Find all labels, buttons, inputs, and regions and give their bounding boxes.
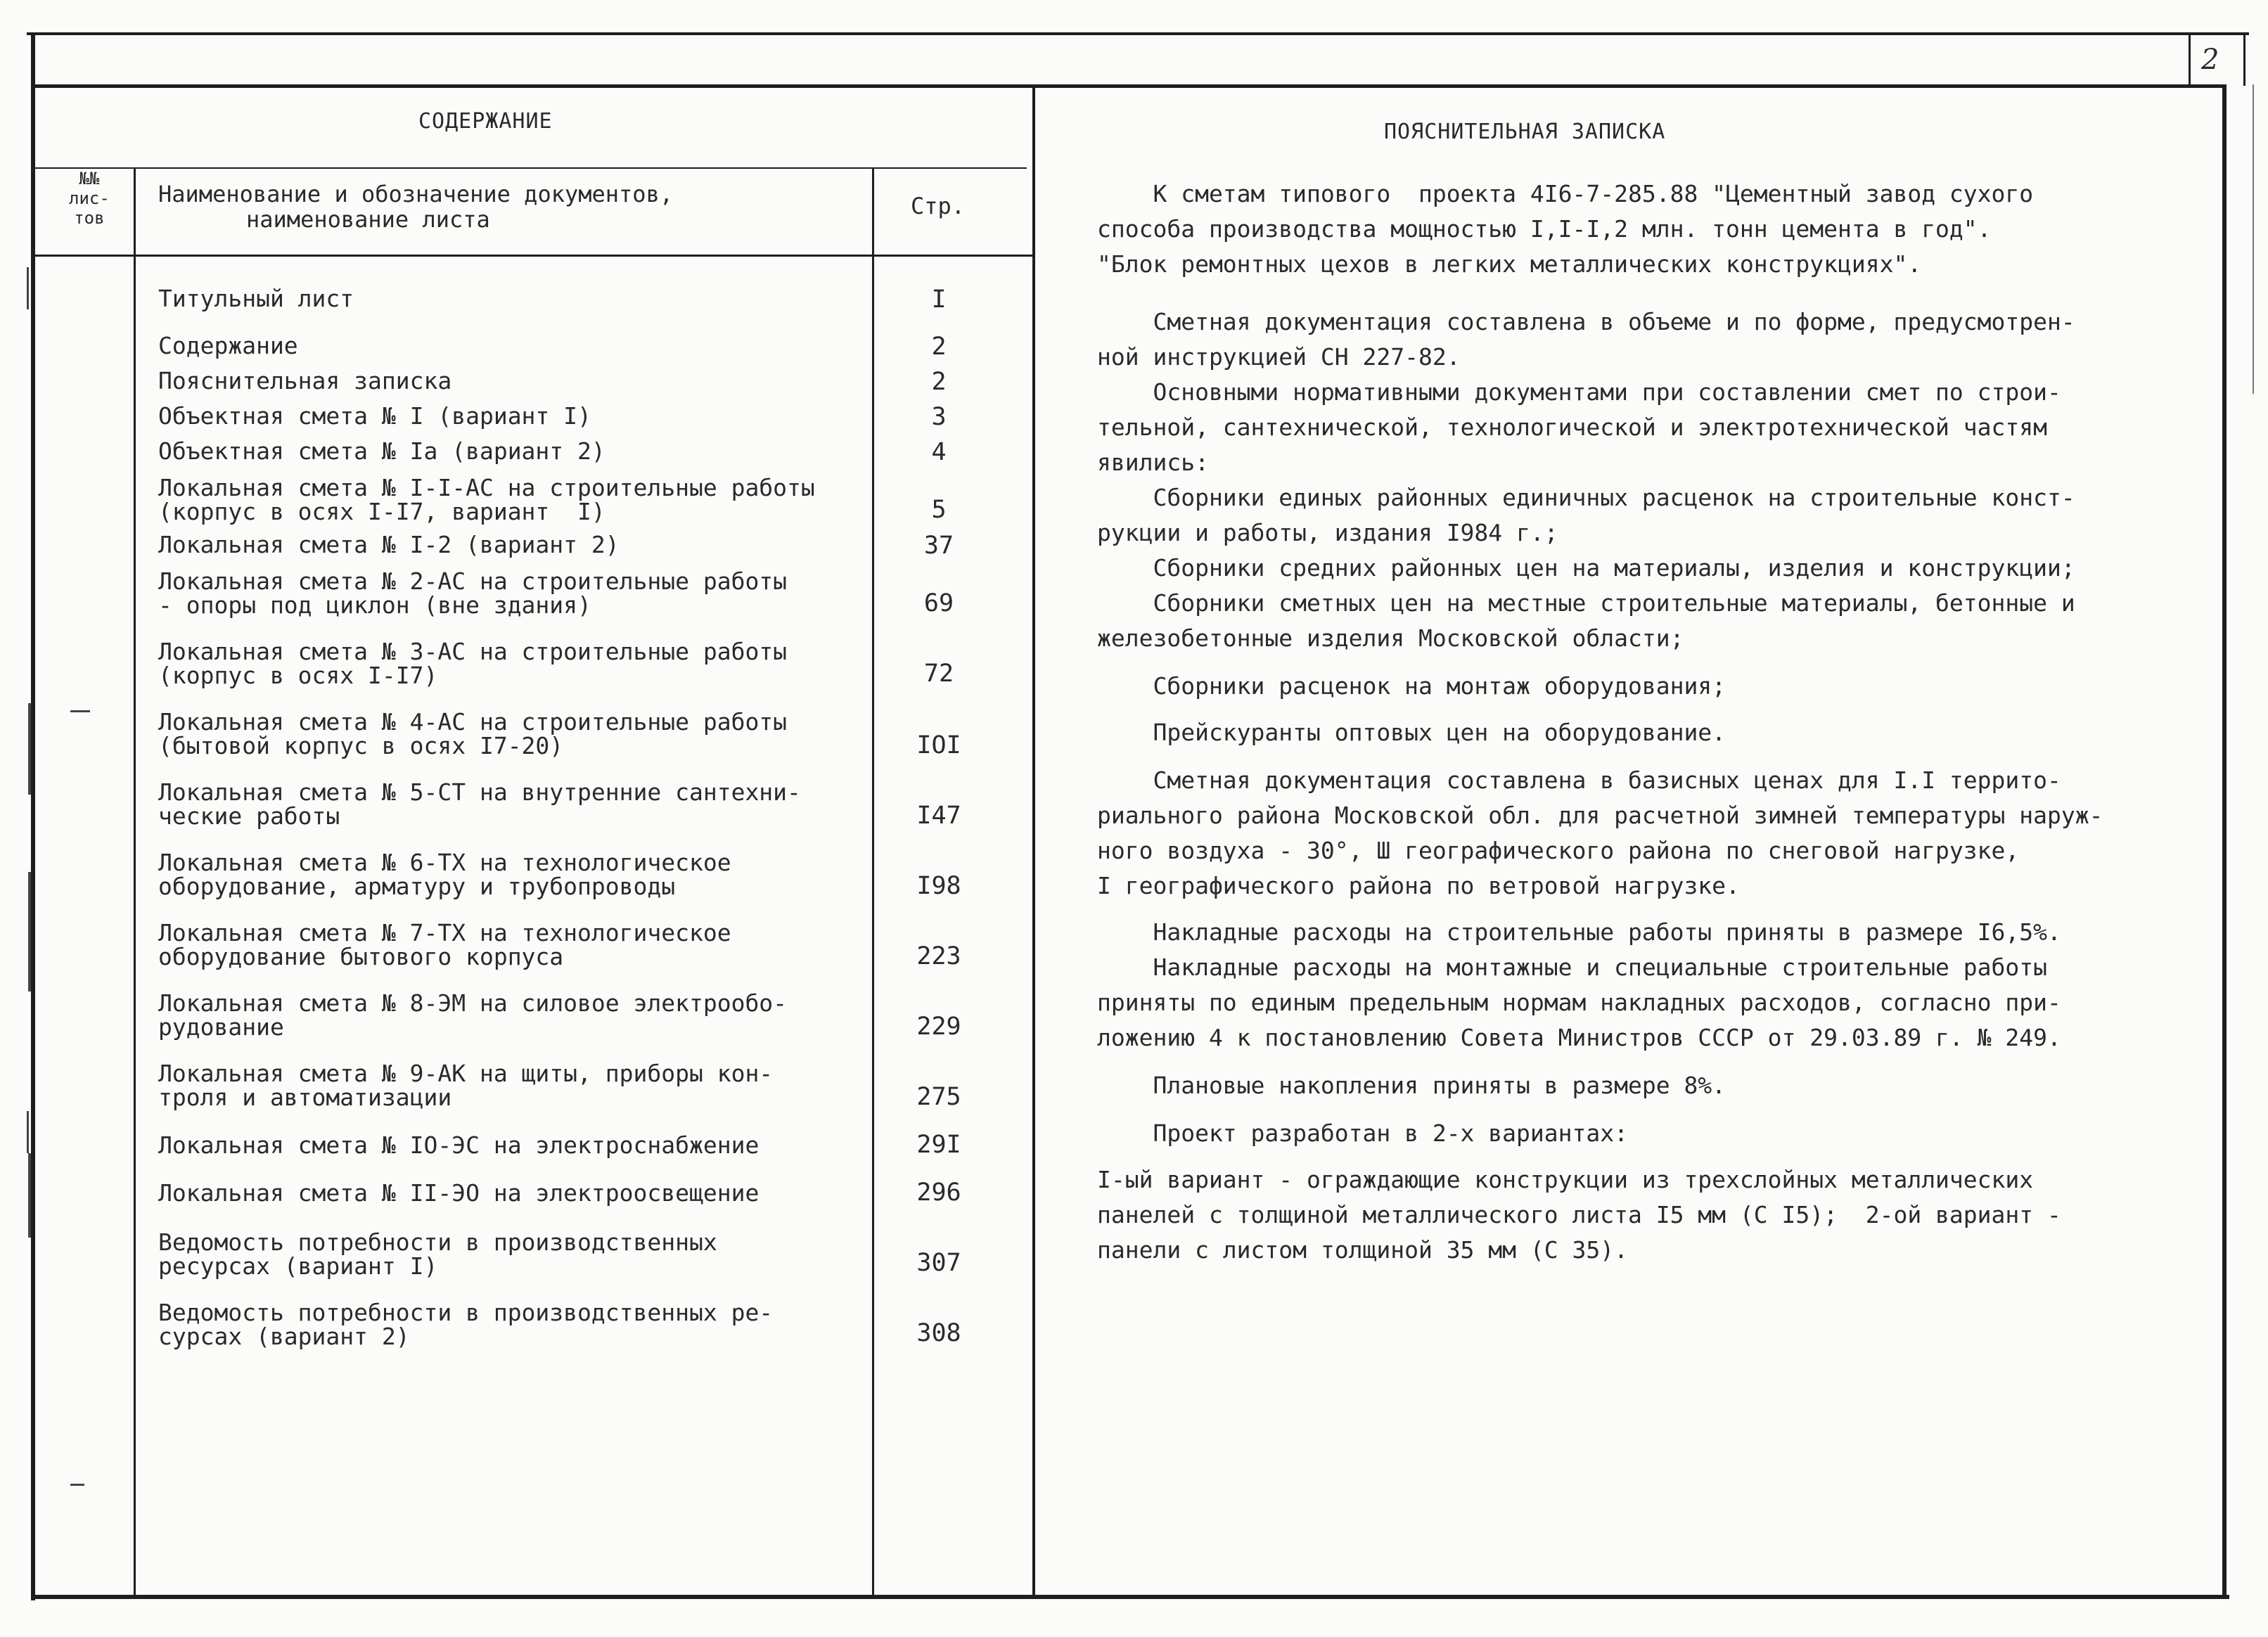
col-num-label [69, 169, 110, 228]
list-item-title: Ведомость потребности в производственных ресурсах (вариант I) [158, 1228, 717, 1280]
list-item-title: Локальная смета № 2-АС на строительные работы - опоры под циклон (вне здания) [158, 567, 788, 619]
note-line: Прейскуранты оптовых цен на оборудование. [1097, 719, 1726, 746]
list-item-title: Локальная смета № I-2 (вариант 2) [158, 531, 620, 558]
list-item-page: I98 [916, 872, 961, 900]
note-line: ного воздуха - 30°, Ш географического района по снеговой нагрузке, [1097, 837, 2020, 864]
col-name-label-line: наименование листа [246, 206, 490, 233]
list-item-title: Титульный лист [158, 285, 354, 312]
right-margin-tick [2253, 84, 2254, 394]
frame-top-inner-line [35, 84, 2222, 88]
note-line: ной инструкцией СН 227-82. [1097, 343, 1461, 371]
note-heading: ПОЯСНИТЕЛЬНАЯ ЗАПИСКА [1384, 120, 1666, 144]
page-number: 2 [2201, 44, 2219, 76]
margin-mark [27, 267, 29, 309]
note-line: Сборники единых районных единичных расценок на строительные конст- [1097, 484, 2075, 511]
note-line: панели с листом толщиной 35 мм (С 35). [1097, 1236, 1628, 1264]
note-line: Сборники расценок на монтаж оборудования; [1097, 672, 1726, 700]
frame-top-line [27, 32, 2249, 35]
note-line: К сметам типового проекта 4I6-7-285.88 "Цементный завод сухого [1097, 180, 2034, 207]
note-line: "Блок ремонтных цехов в легких металлических конструкциях". [1097, 250, 1922, 278]
note-line: Проект разработан в 2-х вариантах: [1097, 1119, 1628, 1147]
note-line: явились: [1097, 449, 1209, 476]
col-num-label-line: тов [74, 208, 105, 228]
note-line: Основными нормативными документами при составлении смет по строи- [1097, 378, 2061, 406]
list-item-page: 5 [931, 496, 947, 524]
margin-mark [28, 1153, 31, 1238]
note-line: I географического района по ветровой нагрузке. [1097, 872, 1740, 899]
list-item-page: 4 [931, 438, 947, 466]
page-box-right-line [2243, 32, 2245, 86]
contents-table-header-rule [35, 255, 1034, 257]
note-line: рукции и работы, издания I984 г.; [1097, 519, 1558, 546]
list-item-page: 275 [916, 1083, 961, 1111]
list-item-page: I47 [916, 802, 961, 830]
list-item-page: 296 [916, 1179, 961, 1207]
list-item-title: Локальная смета № 6-ТХ на технологическое оборудование, арматуру и трубопроводы [158, 849, 731, 900]
list-item-page: 3 [931, 403, 947, 431]
list-item-title: Локальная смета № 5-СТ на внутренние сантехни- ческие работы [158, 778, 801, 830]
note-line: Сборники сметных цен на местные строительные материалы, бетонные и [1097, 589, 2075, 617]
note-line: приняты по единым предельным нормам накладных расходов, согласно при- [1097, 989, 2061, 1016]
note-line: Накладные расходы на строительные работы приняты в размере I6,5%. [1097, 918, 2061, 946]
list-item-page: 72 [923, 660, 954, 688]
list-item-title: Локальная смета № IO-ЭС на электроснабжение [158, 1131, 760, 1159]
note-line: Сметная документация составлена в объеме и по форме, предусмотрен- [1097, 308, 2075, 335]
note-line: Накладные расходы на монтажные и специальные строительные работы [1097, 954, 2048, 981]
list-item-title: Пояснительная записка [158, 367, 452, 394]
list-item-title: Локальная смета № 9-АК на щиты, приборы кон- троля и автоматизации [158, 1060, 774, 1111]
list-item-page: 229 [916, 1013, 961, 1041]
list-item-page: 29I [916, 1131, 961, 1159]
contents-table-top-rule [35, 167, 1027, 169]
list-item-page: 37 [923, 532, 954, 560]
list-item-title: Локальная смета № 8-ЭМ на силовое электрообо- рудование [158, 989, 788, 1041]
note-line: способа производства мощностью I,I-I,2 млн. тонн цемента в год". [1097, 215, 1992, 243]
contents-col-divider-1 [134, 169, 136, 1596]
col-num-label-line: №№ [79, 169, 100, 188]
list-item-title: Объектная смета № I (вариант I) [158, 402, 591, 430]
list-item-title: Содержание [158, 332, 298, 359]
note-line: I-ый вариант - ограждающие конструкции из трехслойных металлических [1097, 1166, 2034, 1193]
col-name-label-line: Наименование и обозначение документов, [158, 181, 674, 207]
margin-mark [70, 1484, 84, 1486]
note-line: тельной, сантехнической, технологической и электротехнической частям [1097, 413, 2048, 441]
list-item-page: 223 [916, 942, 961, 970]
list-item-page: 308 [916, 1319, 961, 1347]
frame-right-line [2222, 84, 2227, 1599]
frame-left-line [31, 32, 35, 1600]
list-item-page: 2 [931, 333, 947, 361]
note-line: Плановые накопления приняты в размере 8%. [1097, 1072, 1726, 1099]
note-line: железобетонные изделия Московской области; [1097, 624, 1684, 652]
note-line: Сборники средних районных цен на материалы, изделия и конструкции; [1097, 554, 2075, 582]
list-item-page: 307 [916, 1249, 961, 1277]
list-item-page: 69 [923, 589, 954, 617]
note-line: ложению 4 к постановлению Совета Министров СССР от 29.03.89 г. № 249. [1097, 1024, 2061, 1051]
list-item-title: Локальная смета № 3-АС на строительные работы (корпус в осях I-I7) [158, 638, 788, 689]
list-item-title: Локальная смета № II-ЭО на электроосвещение [158, 1179, 760, 1207]
list-item-title: Локальная смета № 7-ТХ на технологическое оборудование бытового корпуса [158, 919, 731, 970]
list-item-page: I [931, 285, 947, 314]
list-item-page: 2 [931, 368, 947, 396]
note-line: Сметная документация составлена в базисных ценах для I.I террито- [1097, 766, 2061, 794]
margin-mark [70, 710, 90, 712]
list-item-title: Локальная смета № I-I-АС на строительные работы (корпус в осях I-I7, вариант I) [158, 474, 815, 525]
page-box-left-line [2189, 35, 2191, 86]
margin-mark [27, 1111, 29, 1153]
col-num-label-line: лис- [69, 188, 110, 208]
list-item-title: Объектная смета № Iа (вариант 2) [158, 437, 606, 465]
note-line: риального района Московской обл. для расчетной зимней температуры наруж- [1097, 802, 2103, 829]
section-divider-line [1032, 84, 1035, 1596]
note-line: панелей с толщиной металлического листа I5 мм (С I5); 2-ой вариант - [1097, 1201, 2061, 1228]
contents-heading: СОДЕРЖАНИЕ [418, 109, 553, 134]
list-item-page: IOI [916, 731, 961, 759]
col-page-label: Стр. [911, 193, 966, 219]
margin-mark [28, 703, 31, 795]
frame-bottom-line [35, 1595, 2229, 1599]
col-name-label [158, 181, 673, 232]
list-item-title: Ведомость потребности в производственных ре- сурсах (вариант 2) [158, 1299, 774, 1350]
margin-mark [28, 872, 31, 991]
list-item-title: Локальная смета № 4-АС на строительные работы (бытовой корпус в осях I7-20) [158, 708, 788, 759]
